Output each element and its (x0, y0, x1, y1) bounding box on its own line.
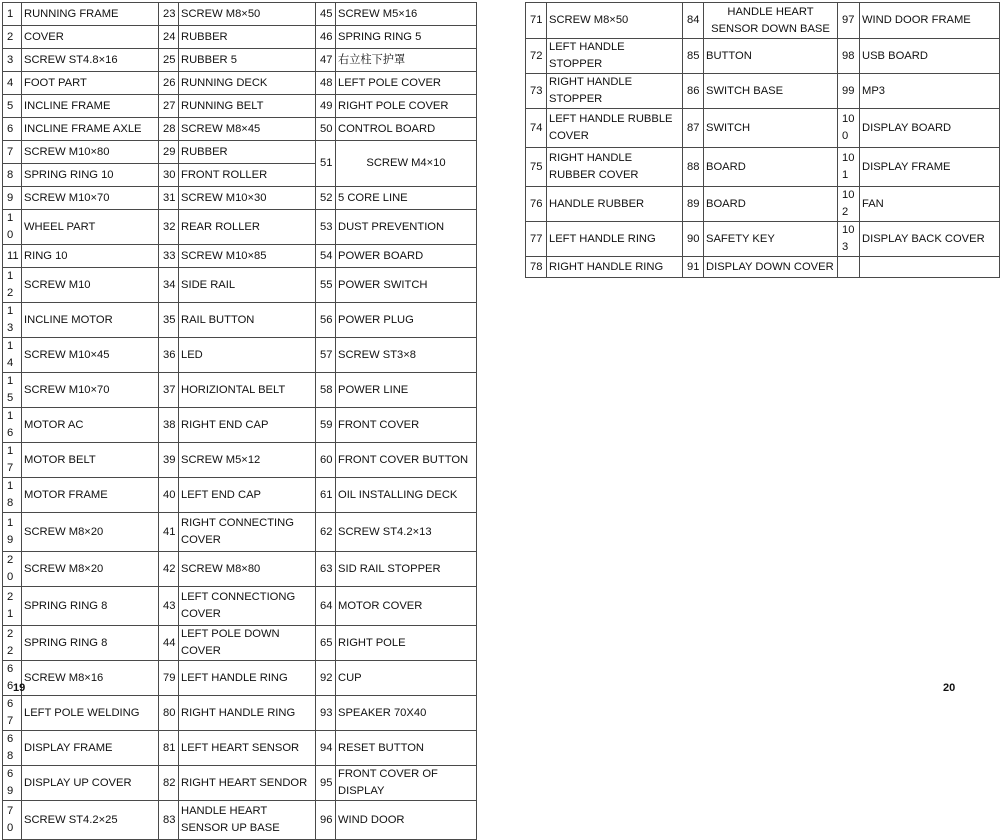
part-name: LEFT HANDLE STOPPER (547, 39, 683, 74)
part-number: 50 (316, 118, 336, 141)
part-number: 42 (159, 552, 179, 587)
part-number: 19 (3, 513, 22, 552)
part-number: 57 (316, 338, 336, 373)
part-number: 94 (316, 731, 336, 766)
table-row (3, 478, 477, 513)
part-name: FRONT ROLLER (179, 164, 316, 187)
table-row (3, 268, 477, 303)
part-number: 52 (316, 187, 336, 210)
part-number: 10 (3, 210, 22, 245)
table-row (3, 731, 477, 766)
part-number: 77 (526, 222, 547, 257)
part-name: MOTOR COVER (336, 587, 477, 626)
part-name: RIGHT POLE (336, 626, 477, 661)
part-name: FOOT PART (22, 72, 159, 95)
table-row (3, 338, 477, 373)
part-number: 88 (683, 148, 704, 187)
table-row (3, 95, 477, 118)
parts-table-right (525, 2, 1000, 278)
part-number: 5 (3, 95, 22, 118)
part-name: SCREW M5×16 (336, 3, 477, 26)
table-row (3, 49, 477, 72)
part-number: 11 (3, 245, 22, 268)
part-number: 90 (683, 222, 704, 257)
part-name: DUST PREVENTION (336, 210, 477, 245)
part-number: 34 (159, 268, 179, 303)
part-name: RUBBER (179, 141, 316, 164)
part-name: SWITCH (704, 109, 838, 148)
part-name: SCREW ST3×8 (336, 338, 477, 373)
part-name: SPRING RING 8 (22, 626, 159, 661)
part-number: 25 (159, 49, 179, 72)
part-number: 9 (3, 187, 22, 210)
part-number: 97 (838, 3, 860, 39)
part-name: WIND DOOR (336, 801, 477, 840)
part-number: 33 (159, 245, 179, 268)
part-number: 17 (3, 443, 22, 478)
part-number: 81 (159, 731, 179, 766)
part-number: 93 (316, 696, 336, 731)
part-name: FRONT COVER BUTTON (336, 443, 477, 478)
part-number: 69 (3, 766, 22, 801)
part-name: FRONT COVER (336, 408, 477, 443)
part-name: RIGHT CONNECTING COVER (179, 513, 316, 552)
part-number: 84 (683, 3, 704, 39)
part-number: 73 (526, 74, 547, 109)
part-number: 28 (159, 118, 179, 141)
part-name: RUNNING DECK (179, 72, 316, 95)
table-row (3, 801, 477, 840)
table-row (526, 148, 1000, 187)
part-name: SCREW M8×20 (22, 552, 159, 587)
table-row (526, 74, 1000, 109)
part-name: SCREW M10×85 (179, 245, 316, 268)
table-row (3, 513, 477, 552)
part-name: SCREW M8×50 (179, 3, 316, 26)
part-name: RIGHT HANDLE RING (547, 257, 683, 278)
part-number: 18 (3, 478, 22, 513)
part-name: SCREW M10×45 (22, 338, 159, 373)
table-row (526, 257, 1000, 278)
part-name: CUP (336, 661, 477, 696)
part-number: 61 (316, 478, 336, 513)
part-number: 30 (159, 164, 179, 187)
part-name: DISPLAY DOWN COVER (704, 257, 838, 278)
table-row (3, 373, 477, 408)
part-number: 54 (316, 245, 336, 268)
part-number: 36 (159, 338, 179, 373)
part-number: 70 (3, 801, 22, 840)
table-row (3, 210, 477, 245)
part-name: SCREW M8×50 (547, 3, 683, 39)
part-number: 101 (838, 148, 860, 187)
page-number-right: 20 (943, 682, 956, 694)
part-number: 85 (683, 39, 704, 74)
part-number: 86 (683, 74, 704, 109)
part-name: HANDLE HEART SENSOR DOWN BASE (704, 3, 838, 39)
part-number: 14 (3, 338, 22, 373)
part-name: RIGHT HANDLE RING (179, 696, 316, 731)
part-number: 63 (316, 552, 336, 587)
part-name: SCREW M10×70 (22, 187, 159, 210)
part-number: 29 (159, 141, 179, 164)
part-number: 31 (159, 187, 179, 210)
part-name: SPRING RING 8 (22, 587, 159, 626)
part-number: 103 (838, 222, 860, 257)
part-name: BOARD (704, 148, 838, 187)
part-name: OIL INSTALLING DECK (336, 478, 477, 513)
part-name: LEFT POLE DOWN COVER (179, 626, 316, 661)
part-name: SAFETY KEY (704, 222, 838, 257)
part-number: 55 (316, 268, 336, 303)
part-number: 74 (526, 109, 547, 148)
part-number: 35 (159, 303, 179, 338)
part-name: BOARD (704, 187, 838, 222)
part-number: 2 (3, 26, 22, 49)
table-row (3, 626, 477, 661)
part-number: 76 (526, 187, 547, 222)
part-number: 66 (3, 661, 22, 696)
part-number: 43 (159, 587, 179, 626)
part-name: USB BOARD (860, 39, 1000, 74)
part-name: SCREW ST4.2×25 (22, 801, 159, 840)
part-number: 68 (3, 731, 22, 766)
part-name: MOTOR BELT (22, 443, 159, 478)
part-number: 27 (159, 95, 179, 118)
part-number: 91 (683, 257, 704, 278)
part-name: LEFT HANDLE RING (179, 661, 316, 696)
part-name: SCREW M8×45 (179, 118, 316, 141)
part-name: RUBBER 5 (179, 49, 316, 72)
part-number: 4 (3, 72, 22, 95)
table-row (3, 696, 477, 731)
part-number: 12 (3, 268, 22, 303)
part-name: SCREW ST4.2×13 (336, 513, 477, 552)
part-number: 16 (3, 408, 22, 443)
table-row (3, 766, 477, 801)
parts-table-left (2, 2, 477, 840)
part-name: SCREW M8×16 (22, 661, 159, 696)
part-name: FRONT COVER OF DISPLAY (336, 766, 477, 801)
part-name: RUNNING FRAME (22, 3, 159, 26)
part-name: MOTOR FRAME (22, 478, 159, 513)
table-row (3, 587, 477, 626)
part-number: 45 (316, 3, 336, 26)
part-number: 32 (159, 210, 179, 245)
part-number: 48 (316, 72, 336, 95)
part-name: FAN (860, 187, 1000, 222)
part-name: SPEAKER 70X40 (336, 696, 477, 731)
part-number: 56 (316, 303, 336, 338)
part-name: LEFT POLE COVER (336, 72, 477, 95)
part-name: RUBBER (179, 26, 316, 49)
part-name: DISPLAY FRAME (860, 148, 1000, 187)
part-number: 20 (3, 552, 22, 587)
part-name: LEFT END CAP (179, 478, 316, 513)
part-name: LEFT HEART SENSOR (179, 731, 316, 766)
part-name: RIGHT HANDLE RUBBER COVER (547, 148, 683, 187)
part-number: 24 (159, 26, 179, 49)
part-name: WHEEL PART (22, 210, 159, 245)
part-name: POWER LINE (336, 373, 477, 408)
part-name: SIDE RAIL (179, 268, 316, 303)
part-number: 58 (316, 373, 336, 408)
part-name: HORIZIONTAL BELT (179, 373, 316, 408)
part-name: RIGHT POLE COVER (336, 95, 477, 118)
part-name: SCREW M8×80 (179, 552, 316, 587)
table-row (526, 222, 1000, 257)
part-name: POWER PLUG (336, 303, 477, 338)
part-name: INCLINE MOTOR (22, 303, 159, 338)
part-name: DISPLAY FRAME (22, 731, 159, 766)
part-name: MOTOR AC (22, 408, 159, 443)
part-number: 65 (316, 626, 336, 661)
part-name: POWER BOARD (336, 245, 477, 268)
part-number: 96 (316, 801, 336, 840)
table-row (3, 661, 477, 696)
part-number: 89 (683, 187, 704, 222)
part-name: SCREW M8×20 (22, 513, 159, 552)
table-row (3, 26, 477, 49)
part-name (860, 257, 1000, 278)
part-name: RIGHT HEART SENDOR (179, 766, 316, 801)
part-number: 67 (3, 696, 22, 731)
part-number: 49 (316, 95, 336, 118)
part-name: SCREW M10 (22, 268, 159, 303)
part-name: 5 CORE LINE (336, 187, 477, 210)
part-number: 1 (3, 3, 22, 26)
part-number: 95 (316, 766, 336, 801)
part-number: 92 (316, 661, 336, 696)
part-number: 80 (159, 696, 179, 731)
table-row (526, 109, 1000, 148)
table-row (3, 141, 477, 164)
part-number: 60 (316, 443, 336, 478)
part-number: 79 (159, 661, 179, 696)
part-number: 82 (159, 766, 179, 801)
table-row (3, 552, 477, 587)
part-number (838, 257, 860, 278)
table-row (3, 118, 477, 141)
part-name: SCREW M10×70 (22, 373, 159, 408)
part-name: SWITCH BASE (704, 74, 838, 109)
part-name: 右立柱下护罩 (336, 49, 477, 72)
part-name: SPRING RING 10 (22, 164, 159, 187)
part-number: 51 (316, 141, 336, 187)
part-number: 41 (159, 513, 179, 552)
table-row (3, 72, 477, 95)
part-name: POWER SWITCH (336, 268, 477, 303)
part-number: 7 (3, 141, 22, 164)
part-number: 13 (3, 303, 22, 338)
part-number: 40 (159, 478, 179, 513)
part-name: SCREW M5×12 (179, 443, 316, 478)
part-number: 39 (159, 443, 179, 478)
part-number: 37 (159, 373, 179, 408)
part-name: LEFT CONNECTIONG COVER (179, 587, 316, 626)
part-number: 75 (526, 148, 547, 187)
part-number: 23 (159, 3, 179, 26)
part-number: 53 (316, 210, 336, 245)
part-name: REAR ROLLER (179, 210, 316, 245)
part-name: WIND DOOR FRAME (860, 3, 1000, 39)
part-name: RESET BUTTON (336, 731, 477, 766)
part-number: 102 (838, 187, 860, 222)
part-number: 46 (316, 26, 336, 49)
page-number-left: 19 (13, 682, 26, 694)
part-name: COVER (22, 26, 159, 49)
part-name: SCREW M4×10 (336, 141, 477, 187)
part-number: 72 (526, 39, 547, 74)
table-row (3, 408, 477, 443)
part-name: CONTROL BOARD (336, 118, 477, 141)
part-name: DISPLAY BOARD (860, 109, 1000, 148)
part-number: 71 (526, 3, 547, 39)
part-number: 87 (683, 109, 704, 148)
part-number: 22 (3, 626, 22, 661)
part-name: SPRING RING 5 (336, 26, 477, 49)
part-name: RAIL BUTTON (179, 303, 316, 338)
table-row (3, 443, 477, 478)
part-name: SCREW M10×30 (179, 187, 316, 210)
part-name: RUNNING BELT (179, 95, 316, 118)
part-number: 15 (3, 373, 22, 408)
part-name: RIGHT END CAP (179, 408, 316, 443)
table-row (3, 3, 477, 26)
part-name: HANDLE HEART SENSOR UP BASE (179, 801, 316, 840)
part-number: 21 (3, 587, 22, 626)
table-row (3, 303, 477, 338)
part-number: 59 (316, 408, 336, 443)
part-number: 78 (526, 257, 547, 278)
part-number: 44 (159, 626, 179, 661)
part-number: 98 (838, 39, 860, 74)
part-name: LED (179, 338, 316, 373)
table-row (526, 187, 1000, 222)
part-name: HANDLE RUBBER (547, 187, 683, 222)
part-name: INCLINE FRAME (22, 95, 159, 118)
table-row (3, 245, 477, 268)
table-row (526, 3, 1000, 39)
part-name: SID RAIL STOPPER (336, 552, 477, 587)
part-number: 38 (159, 408, 179, 443)
part-name: DISPLAY BACK COVER (860, 222, 1000, 257)
table-row (526, 39, 1000, 74)
part-name: LEFT POLE WELDING (22, 696, 159, 731)
part-name: SCREW M10×80 (22, 141, 159, 164)
part-number: 83 (159, 801, 179, 840)
part-number: 26 (159, 72, 179, 95)
part-name: LEFT HANDLE RING (547, 222, 683, 257)
part-number: 6 (3, 118, 22, 141)
part-name: SCREW ST4.8×16 (22, 49, 159, 72)
part-number: 99 (838, 74, 860, 109)
part-name: MP3 (860, 74, 1000, 109)
part-name: DISPLAY UP COVER (22, 766, 159, 801)
part-number: 8 (3, 164, 22, 187)
part-name: BUTTON (704, 39, 838, 74)
part-name: RING 10 (22, 245, 159, 268)
part-number: 3 (3, 49, 22, 72)
part-name: RIGHT HANDLE STOPPER (547, 74, 683, 109)
part-number: 62 (316, 513, 336, 552)
part-name: LEFT HANDLE RUBBLE COVER (547, 109, 683, 148)
table-row (3, 187, 477, 210)
part-number: 100 (838, 109, 860, 148)
part-name: INCLINE FRAME AXLE (22, 118, 159, 141)
part-number: 47 (316, 49, 336, 72)
part-number: 64 (316, 587, 336, 626)
